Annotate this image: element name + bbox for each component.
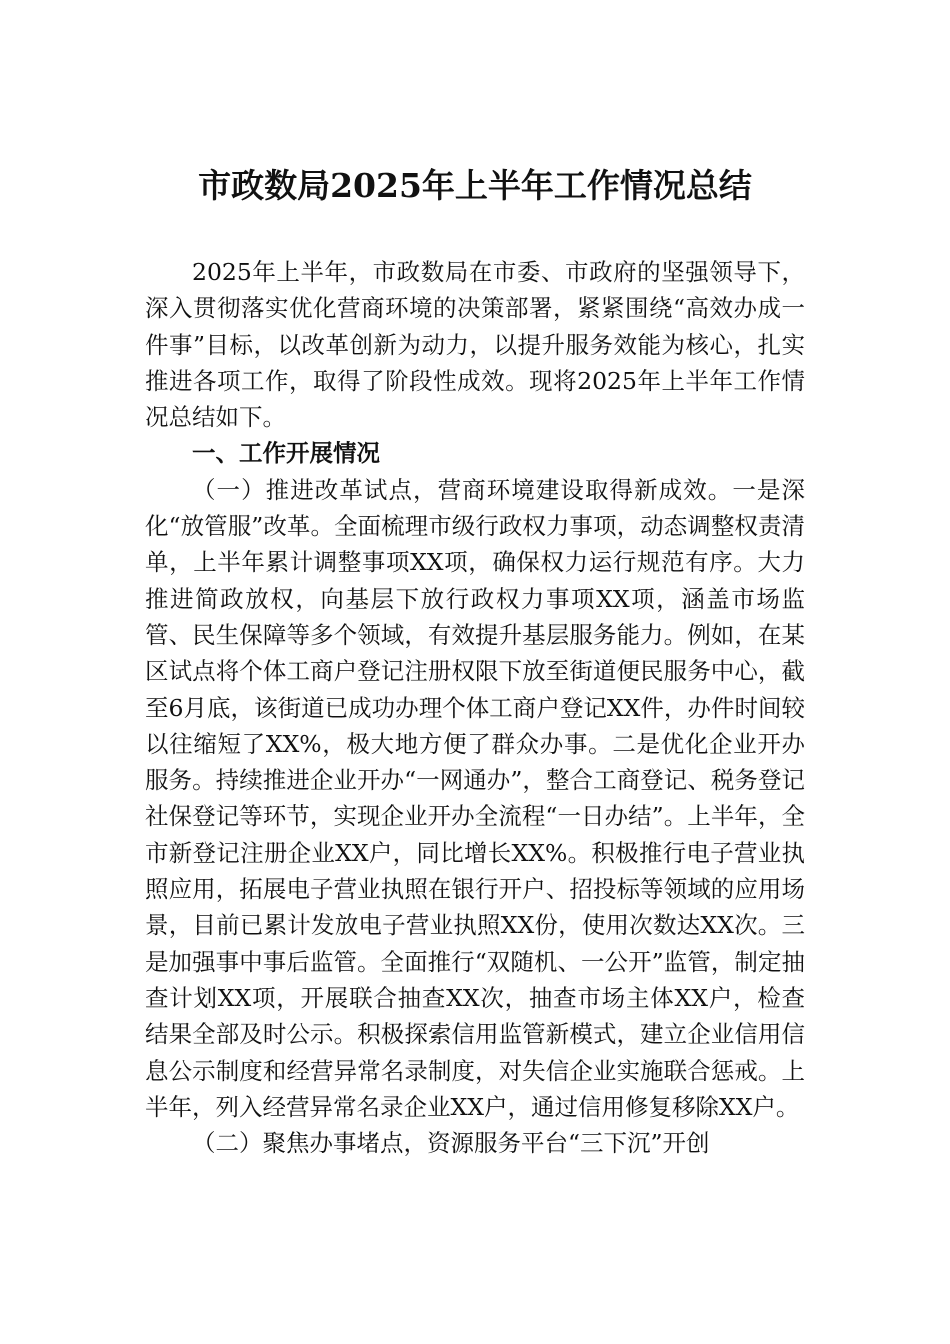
section-heading-1: 一、工作开展情况 [192,439,380,468]
document-body [145,254,805,1161]
subsection-paragraph-2: （二）聚焦办事堵点，资源服务平台“三下沉”开创 [192,1129,710,1158]
subsection-paragraph-1: （一）推进改革试点，营商环境建设取得新成效。一是深化“放管服”改革。全面梳理市级行政权力事项，动态调整权责清单，上半年累计调整事项XX项，确保权力运行规范有序。大力推进简政放权，向基层下放行政权力事项XX项，涵盖市场监管、民生保障等多个领域，有效提升基层服务能力。例如，在某区试点将个体工商户登记注册权限下放至街道便民服务中心，截至6月底，该街道已成功办理个体工商户登记XX件，办件时间较以往缩短了XX%，极大地方便了群众办事。二是优化企业开办服务。持续推进企业开办“一网通办”，整合工商登记、税务登记社保登记等环节，实现企业开办全流程“一日办结”。上半年，全市新登记注册企业XX户，同比增长XX%。积极推行电子营业执照应用，拓展电子营业执照在银行开户、招投标等领域的应用场景，目前已累计发放电子营业执照XX份，使用次数达XX次。三是加强事中事后监管。全面推行“双随机、一公开”监管，制定抽查计划XX项，开展联合抽查XX次，抽查市场主体XX户，检查结果全部及时公示。积极探索信用监管新模式，建立企业信用信息公示制度和经营异常名录制度，对失信企业实施联合惩戒。上半年，列入经营异常名录企业XX户，通过信用修复移除XX户。 [145,475,805,1121]
intro-paragraph: 2025年上半年，市政数局在市委、市政府的坚强领导下，深入贯彻落实优化营商环境的决策部署，紧紧围绕“高效办成一件事”目标，以改革创新为动力，以提升服务效能为核心，扎实推进各项工作，取得了阶段性成效。现将2025年上半年工作情况总结如下。 [145,258,805,432]
document-title: 市政数局2025年上半年工作情况总结 [198,166,752,205]
